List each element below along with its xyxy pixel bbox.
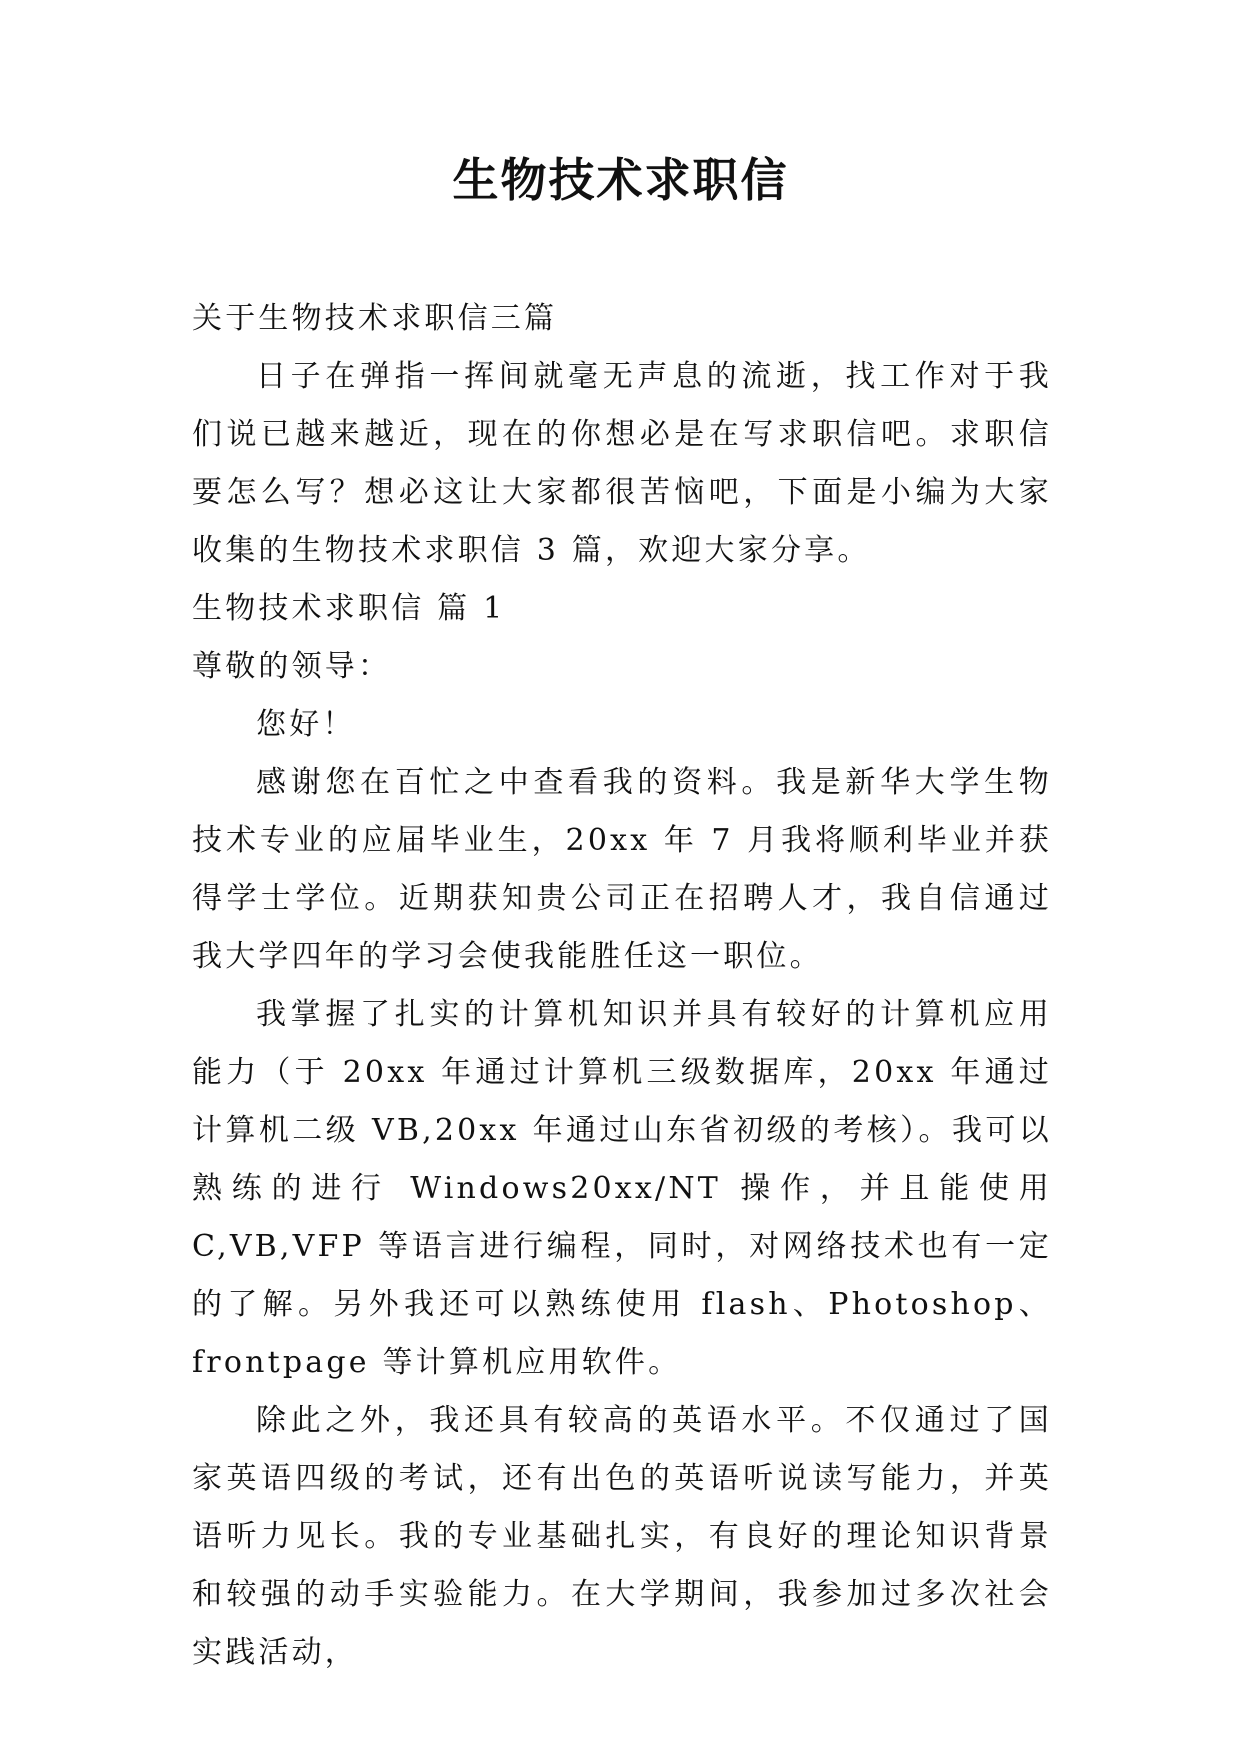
- body-paragraph: 除此之外，我还具有较高的英语水平。不仅通过了国家英语四级的考试，还有出色的英语听说读写能力，并英语听力见长。我的专业基础扎实，有良好的理论知识背景和较强的动手实验能力。在大学期间，我参加过多次社会实践活动，: [192, 1403, 1052, 1670]
- intro-paragraph: 日子在弹指一挥间就毫无声息的流逝，找工作对于我们说已越来越近，现在的你想必是在写求职信吧。求职信要怎么写？想必这让大家都很苦恼吧，下面是小编为大家收集的生物技术求职信 3 篇，欢迎大家分享。: [192, 359, 1052, 568]
- greeting: 您好！: [256, 707, 356, 742]
- body-paragraph: 我掌握了扎实的计算机知识并具有较好的计算机应用能力（于 20xx 年通过计算机三级数据库，20xx 年通过计算机二级 VB,20xx 年通过山东省初级的考核）。我可以熟练的进行 Windows20xx/NT 操作，并且能使用 C,VB,VFP 等语言进行编程，同时，对网络技术也有一定的了解。另外我还可以熟练使用 flash、Photoshop、frontpage 等计算机应用软件。: [192, 997, 1052, 1380]
- document-title: 生物技术求职信: [452, 153, 789, 207]
- body-paragraph: 感谢您在百忙之中查看我的资料。我是新华大学生物技术专业的应届毕业生，20xx 年 7 月我将顺利毕业并获得学士学位。近期获知贵公司正在招聘人才，我自信通过我大学四年的学习会使我能胜任这一职位。: [192, 765, 1052, 974]
- salutation: 尊敬的领导：: [192, 649, 392, 684]
- document-body: [192, 290, 1052, 1682]
- subtitle-line: 关于生物技术求职信三篇: [192, 301, 558, 336]
- section-heading: 生物技术求职信 篇 1: [192, 591, 506, 626]
